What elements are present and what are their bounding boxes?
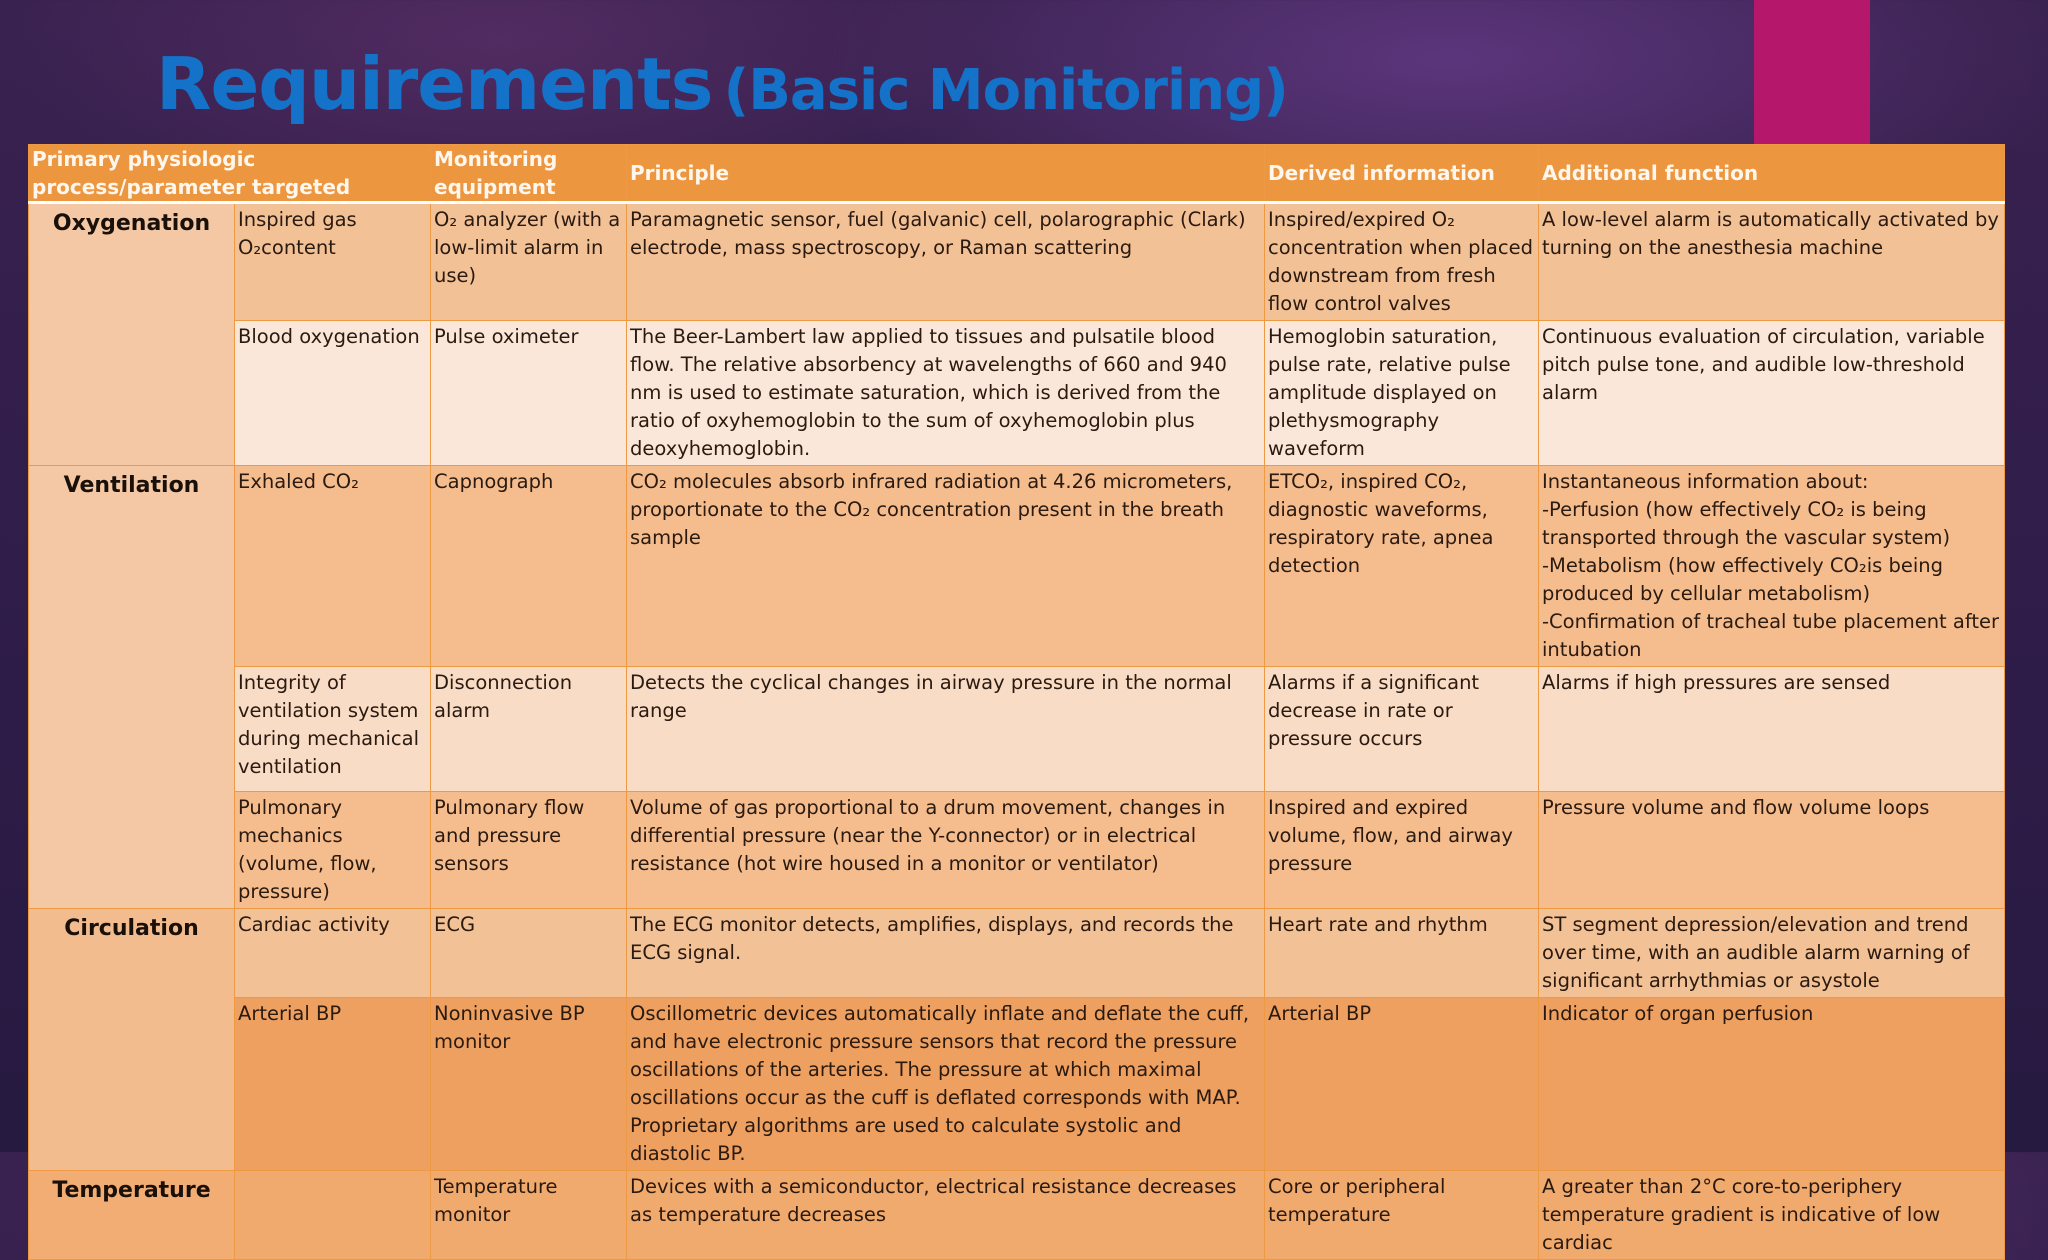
- cell-principle: Paramagnetic sensor, fuel (galvanic) cell, polarographic (Clark) electrode, mass spectroscopy, or Raman scattering: [627, 203, 1265, 321]
- header-derived: Derived information: [1265, 145, 1539, 203]
- table-row: [29, 1171, 2005, 1260]
- cell-derived: Alarms if a significant decrease in rate or pressure occurs: [1265, 667, 1539, 792]
- cell-principle: CO₂ molecules absorb infrared radiation at 4.26 micrometers, proportionate to the CO₂ concentration present in the breath sample: [627, 466, 1265, 667]
- cell-parameter: Integrity of ventilation system during mechanical ventilation: [235, 667, 431, 792]
- cell-equipment: Temperature monitor: [431, 1171, 627, 1260]
- table-row: [29, 909, 2005, 998]
- cell-principle: The Beer-Lambert law applied to tissues and pulsatile blood flow. The relative absorbency at wavelengths of 660 and 940 nm is used to estimate saturation, which is derived from the ratio of oxyhemoglobin to the sum of oxyhemoglobin plus deoxyhemoglobin.: [627, 321, 1265, 466]
- cell-equipment: Pulmonary flow and pressure sensors: [431, 792, 627, 909]
- group-oxygenation: Oxygenation: [29, 203, 235, 466]
- header-principle: Principle: [627, 145, 1265, 203]
- cell-parameter: [235, 1171, 431, 1260]
- cell-equipment: ECG: [431, 909, 627, 998]
- cell-derived: Arterial BP: [1265, 998, 1539, 1171]
- group-temperature: Temperature: [29, 1171, 235, 1260]
- cell-derived: Hemoglobin saturation, pulse rate, relative pulse amplitude displayed on plethysmography waveform: [1265, 321, 1539, 466]
- cell-principle: The ECG monitor detects, amplifies, displays, and records the ECG signal.: [627, 909, 1265, 998]
- cell-derived: Heart rate and rhythm: [1265, 909, 1539, 998]
- cell-additional: Instantaneous information about: -Perfusion (how effectively CO₂ is being transported through the vascular system) -Metabolism (how effectively CO₂is being produced by cellular metabolism) -Confirmation of tracheal tube placement after intubation: [1539, 466, 2005, 667]
- group-ventilation: Ventilation: [29, 466, 235, 909]
- table-row: [29, 466, 2005, 667]
- header-equipment: Monitoring equipment: [431, 145, 627, 203]
- table-row: [29, 792, 2005, 909]
- cell-derived: Inspired/expired O₂ concentration when placed downstream from fresh flow control valves: [1265, 203, 1539, 321]
- cell-equipment: Pulse oximeter: [431, 321, 627, 466]
- cell-equipment: Noninvasive BP monitor: [431, 998, 627, 1171]
- requirements-table: [28, 144, 2005, 1260]
- cell-parameter: Cardiac activity: [235, 909, 431, 998]
- header-additional: Additional function: [1539, 145, 2005, 203]
- cell-parameter: Exhaled CO₂: [235, 466, 431, 667]
- cell-principle: Devices with a semiconductor, electrical resistance decreases as temperature decreases: [627, 1171, 1265, 1260]
- cell-additional: Continuous evaluation of circulation, variable pitch pulse tone, and audible low-threshold alarm: [1539, 321, 2005, 466]
- cell-additional: Alarms if high pressures are sensed: [1539, 667, 2005, 792]
- title-main: Requirements: [156, 42, 713, 126]
- table-row: [29, 667, 2005, 792]
- cell-equipment: Capnograph: [431, 466, 627, 667]
- cell-additional: Indicator of organ perfusion: [1539, 998, 2005, 1171]
- cell-additional: ST segment depression/elevation and trend over time, with an audible alarm warning of significant arrhythmias or asystole: [1539, 909, 2005, 998]
- header-row: [29, 145, 2005, 203]
- group-circulation: Circulation: [29, 909, 235, 1171]
- cell-derived: Inspired and expired volume, flow, and airway pressure: [1265, 792, 1539, 909]
- cell-equipment: Disconnection alarm: [431, 667, 627, 792]
- table-row: [29, 998, 2005, 1171]
- cell-parameter: Arterial BP: [235, 998, 431, 1171]
- cell-additional: A greater than 2°C core-to-periphery temperature gradient is indicative of low cardiac: [1539, 1171, 2005, 1260]
- cell-principle: Volume of gas proportional to a drum movement, changes in differential pressure (near the Y-connector) or in electrical resistance (hot wire housed in a monitor or ventilator): [627, 792, 1265, 909]
- cell-additional: Pressure volume and flow volume loops: [1539, 792, 2005, 909]
- cell-parameter: Inspired gas O₂content: [235, 203, 431, 321]
- cell-principle: Detects the cyclical changes in airway pressure in the normal range: [627, 667, 1265, 792]
- table-row: [29, 321, 2005, 466]
- slide-title: [156, 42, 1288, 126]
- cell-derived: Core or peripheral temperature: [1265, 1171, 1539, 1260]
- title-sub: (Basic Monitoring): [723, 58, 1288, 123]
- cell-additional: A low-level alarm is automatically activated by turning on the anesthesia machine: [1539, 203, 2005, 321]
- accent-bar: [1754, 0, 1870, 145]
- cell-parameter: Blood oxygenation: [235, 321, 431, 466]
- cell-equipment: O₂ analyzer (with a low-limit alarm in use): [431, 203, 627, 321]
- header-parameter: Primary physiologic process/parameter targeted: [29, 145, 431, 203]
- cell-parameter: Pulmonary mechanics (volume, flow, pressure): [235, 792, 431, 909]
- cell-derived: ETCO₂, inspired CO₂, diagnostic waveforms, respiratory rate, apnea detection: [1265, 466, 1539, 667]
- cell-principle: Oscillometric devices automatically inflate and deflate the cuff, and have electronic pressure sensors that record the pressure oscillations of the arteries. The pressure at which maximal oscillations occur as the cuff is deflated corresponds with MAP. Proprietary algorithms are used to calculate systolic and diastolic BP.: [627, 998, 1265, 1171]
- table-row: [29, 203, 2005, 321]
